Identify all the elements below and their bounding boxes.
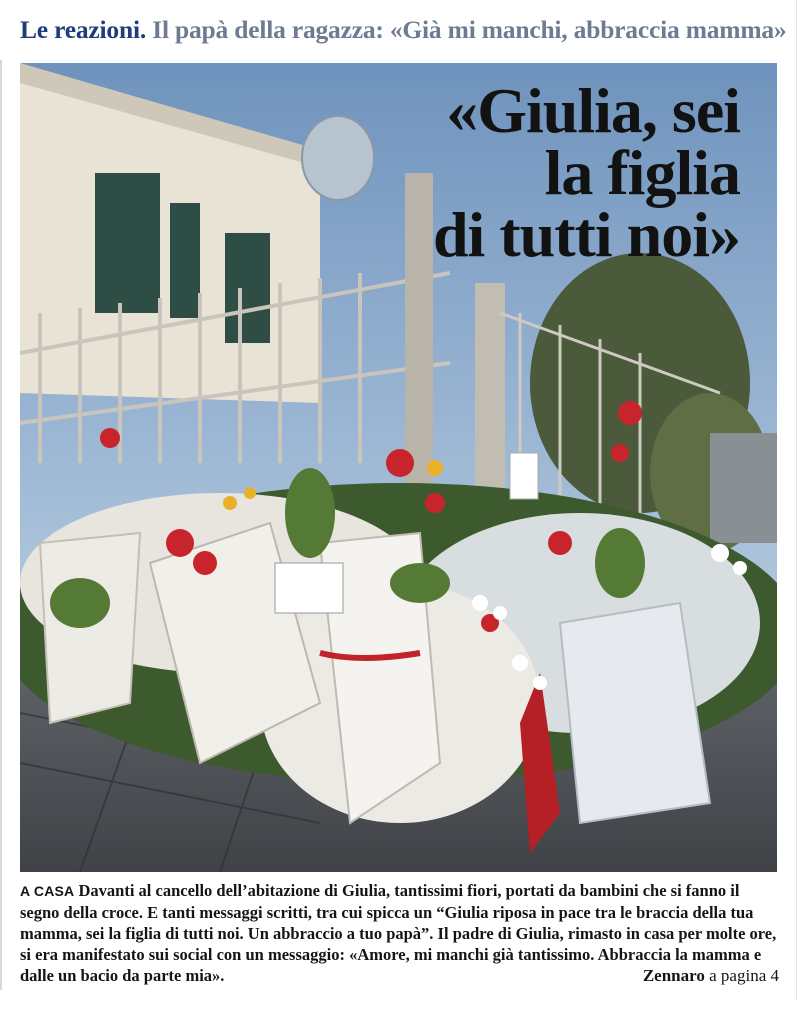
kicker [20, 12, 790, 48]
kicker-rest: Il papà della ragazza: «Già mi manchi, abbraccia mamma» [152, 15, 787, 44]
page-ref-text: a pagina 4 [709, 966, 779, 985]
left-margin-rule [0, 60, 2, 990]
caption-text: Davanti al cancello dell’abitazione di Giulia, tantissimi fiori, portati da bambini che si fanno il segno della croce. E tanti messaggi scritti, tra cui spicca un “Giulia riposa in pace tra le braccia della tua mamma, sei la figlia di tutti noi. Un abbraccio a tuo papà”. Il padre di Giulia, rimasto in casa per molte ore, si era manifestato sui social con un messaggio: «Amore, mi manchi già tantissimo. Abbraccia la mamma e dalle un bacio da parte mia». [20, 881, 777, 985]
page-reference [643, 966, 779, 986]
headline-line-2: la figlia [544, 137, 740, 208]
author-name: Zennaro [642, 966, 705, 985]
kicker-lead: Le reazioni. [20, 15, 147, 44]
headline [340, 75, 740, 270]
caption-label: A CASA [20, 883, 75, 899]
headline-line-1: «Giulia, sei [446, 75, 740, 146]
right-margin-rule [796, 0, 797, 1000]
headline-line-3: di tutti noi» [432, 199, 740, 270]
